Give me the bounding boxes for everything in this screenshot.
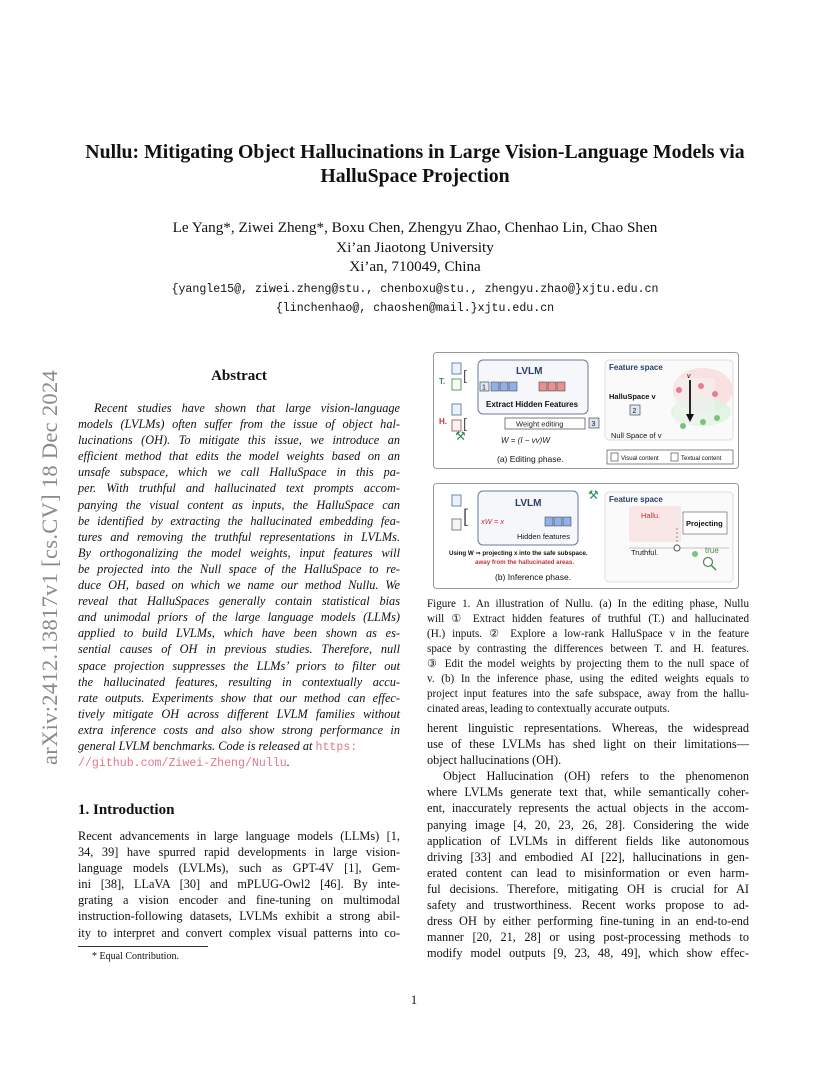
v-label: v	[687, 373, 691, 380]
abstract-line: per. With truthful and hallucinated text prompts accom-	[78, 481, 400, 496]
caption-line: ③ Edit the model weights by projecting them to the null space of	[427, 658, 749, 670]
body-line: dress OH by either performing fine-tuning in an end-to-end	[427, 914, 749, 929]
svg-text:⚒: ⚒	[455, 429, 466, 443]
body-line: ful decisions. Therefore, mitigating OH is crucial for AI	[427, 881, 749, 896]
t-label: T.	[439, 377, 446, 386]
step-3: 3	[591, 421, 596, 428]
abstract-line: be projected into the Null space of the HalluSpace to re-	[78, 561, 400, 576]
abstract-body	[78, 400, 400, 770]
using-line-1: Using W ⇒ projecting x into the safe subspace.	[449, 550, 588, 557]
svg-text:[: [	[463, 415, 467, 431]
null-space-label: Null Space of v	[611, 431, 662, 440]
body-line: modify model outputs [9, 23, 48, 49], which show effec-	[427, 946, 749, 961]
abstract-line: Recent studies have shown that large vision-language	[94, 401, 400, 415]
paper-title	[70, 140, 760, 188]
abstract-line: the hallucinated features, resulting in contextually accu-	[78, 674, 400, 689]
extract-label: Extract Hidden Features	[486, 400, 579, 409]
abstract-line: efficient method that edits the model weights based on an	[78, 449, 400, 464]
caption-line: cinated areas, leading to contextually accurate outputs.	[427, 703, 670, 715]
abstract-line: and unimodal priors of the large language models (LLMs)	[78, 610, 400, 625]
author-block	[70, 218, 760, 277]
using-line-2: away from the hallucinated areas.	[475, 559, 575, 566]
step-2: 2	[632, 408, 637, 415]
legend-text: Textual content	[681, 456, 722, 462]
caption-line: will ① Extract hidden features of truthful (T.) and hallucinated	[427, 613, 749, 625]
caption-line: (H.) inputs. ② Explore a low-rank HalluSpace v in the feature	[427, 628, 749, 640]
intro-line: grating a vision encoder and fine-tuning on multimodal	[78, 893, 400, 908]
halluspace-label: HalluSpace v	[609, 392, 656, 401]
panel-a-caption: (a) Editing phase.	[497, 454, 564, 464]
abstract-line: tively mitigate OH across different LVLM families without	[78, 706, 400, 721]
arxiv-stamp-text: arXiv:2412.13817v1 [cs.CV] 18 Dec 2024	[37, 369, 62, 765]
lvlm-label-b: LVLM	[515, 498, 542, 509]
right-column-body	[427, 720, 749, 961]
title-line-2: HalluSpace Projection	[320, 165, 510, 187]
abstract-line: extra inference costs and also show strong performance in	[78, 722, 400, 737]
figure-1-caption	[427, 597, 749, 717]
truthful-label: Truthful.	[631, 548, 659, 557]
abstract-line: tures and removing the truthful representations in LVLMs.	[78, 529, 400, 544]
author-location: Xi’an, 710049, China	[349, 258, 481, 275]
code-link-part-2[interactable]: //github.com/Ziwei-Zheng/Nullu	[78, 757, 287, 771]
projecting-label: Projecting	[686, 519, 723, 528]
emails-line-2: {linchenhao@, chaoshen@mail.}xjtu.edu.cn	[275, 302, 555, 315]
intro-line: ity to interpret and convert complex visual patterns into co-	[78, 925, 400, 940]
body-line: object hallucinations (OH).	[427, 753, 562, 768]
abstract-line: lucinations (OH). To mitigate this issue, we introduce an	[78, 433, 400, 448]
svg-text:[: [	[463, 367, 467, 383]
title-line-1: Nullu: Mitigating Object Hallucinations in Large Vision-Language Models via	[85, 141, 745, 163]
body-line: panying image [4, 20, 23, 26, 28]. Considering the wide	[427, 817, 749, 832]
svg-text:[: [	[463, 506, 469, 526]
true-label: true	[705, 546, 719, 555]
abstract-line: space projection suppresses the LLMs’ priors to filter out	[78, 658, 400, 673]
h-label: H.	[439, 417, 447, 426]
body-line: ent, inaccurately represents the actual objects in the accom-	[427, 801, 749, 816]
intro-line: Recent advancements in large language models (LLMs) [1,	[78, 829, 400, 843]
abstract-line: applied to build LVLMs, which have been shown as es-	[78, 626, 400, 641]
abstract-line: unsafe subspace, which we call HalluSpace in this pa-	[78, 465, 400, 480]
abstract-line: duce OH, based on which we name our method Nullu. We	[78, 578, 400, 593]
hidden-features-label: Hidden features	[517, 532, 570, 541]
abstract-line-with-link	[78, 738, 400, 754]
abstract-line: be identified by extracting the hallucinated embedding fea-	[78, 513, 400, 528]
abstract-line: models (LVLMs) often suffer from the issue of object hal-	[78, 417, 400, 432]
body-line: driving [33] and embodied AI [22], hallucinations in gen-	[427, 849, 749, 864]
abstract-line: rate outputs. Experiments show that our method can effec-	[78, 690, 400, 705]
body-line: where LVLMs generate text that, while semantically coher-	[427, 785, 749, 800]
author-affiliation: Xi’an Jiaotong University	[336, 238, 494, 256]
figure-1-diagram	[433, 352, 739, 592]
hallu-label: Hallu.	[641, 511, 661, 520]
svg-text:⚒: ⚒	[588, 488, 599, 502]
abstract-line: reveal that HalluSpaces generally contain statistical bias	[78, 594, 400, 609]
body-line: herent linguistic representations. Whereas, the widespread	[427, 721, 749, 735]
intro-line: 34, 39] have spurred rapid developments in large vision-	[78, 845, 400, 860]
legend-visual: Visual content	[621, 456, 659, 462]
author-emails	[70, 280, 760, 318]
body-line: application of LVLMs in different fields like autonomous	[427, 833, 749, 848]
emails-line-1: {yangle15@, ziwei.zheng@stu., chenboxu@stu., zhengyu.zhao@}xjtu.edu.cn	[171, 283, 659, 296]
body-line: erated content can lead to misinformation or even harm-	[427, 865, 749, 880]
formula-a: W = (I − vv)W	[501, 436, 550, 445]
code-link-part-1[interactable]: https:	[315, 740, 358, 754]
figure-1	[433, 352, 739, 592]
lvlm-label-a: LVLM	[516, 366, 543, 377]
arxiv-stamp	[17, 285, 62, 765]
footnote-rule	[78, 946, 208, 947]
feature-space-a-label: Feature space	[609, 363, 663, 372]
feature-blocks-b	[545, 517, 571, 526]
caption-line: space by contrasting the differences between T. and H. features.	[427, 643, 749, 655]
footnote: * Equal Contribution.	[92, 951, 179, 962]
body-line: use of these LVLMs has shed light on their limitations—	[427, 737, 749, 752]
caption-line: Figure 1. An illustration of Nullu. (a) In the editing phase, Nullu	[427, 598, 749, 610]
intro-body	[78, 828, 400, 941]
body-line: Object Hallucination (OH) refers to the phenomenon	[443, 769, 749, 784]
caption-line: project input features into the safe subspace, away from the hallu-	[427, 688, 749, 700]
formula-b: xW = x	[481, 517, 505, 526]
abstract-line: By orthogonalizing the model weights, input features will	[78, 545, 400, 560]
abstract-line-text: general LVLM benchmarks. Code is released at	[78, 738, 313, 753]
intro-line: language models (LVLMs), such as GPT-4V [1], Gem-	[78, 861, 400, 876]
panel-b-caption: (b) Inference phase.	[495, 572, 572, 582]
intro-line: instruction-following datasets, LVLMs exhibit a strong abil-	[78, 909, 400, 924]
feature-space-b-label: Feature space	[609, 495, 663, 504]
intro-line: ini [38], LLaVA [30] and mPLUG-Owl2 [46]. By inte-	[78, 877, 400, 892]
body-line: safety and trustworthiness. Recent works propose to ad-	[427, 898, 749, 913]
step-1: 1	[482, 384, 486, 392]
abstract-heading: Abstract	[211, 368, 267, 384]
body-line: manner [20, 21, 28] or using post-processing methods to	[427, 930, 749, 945]
author-names: Le Yang*, Ziwei Zheng*, Boxu Chen, Zhengyu Zhao, Chenhao Lin, Chao Shen	[172, 219, 658, 236]
caption-line: v. (b) In the inference phase, using the edited weights equals to	[427, 673, 749, 685]
abstract-line: sential causes of OH in previous studies. Therefore, null	[78, 642, 400, 657]
abstract-link-line: //github.com/Ziwei-Zheng/Nullu.	[78, 755, 290, 771]
abstract-line: panying the visual content as inputs, the HalluSpace can	[78, 497, 400, 512]
intro-heading: 1. Introduction	[78, 802, 175, 818]
weight-editing-label: Weight editing	[516, 419, 564, 429]
page-number: 1	[410, 993, 418, 1007]
